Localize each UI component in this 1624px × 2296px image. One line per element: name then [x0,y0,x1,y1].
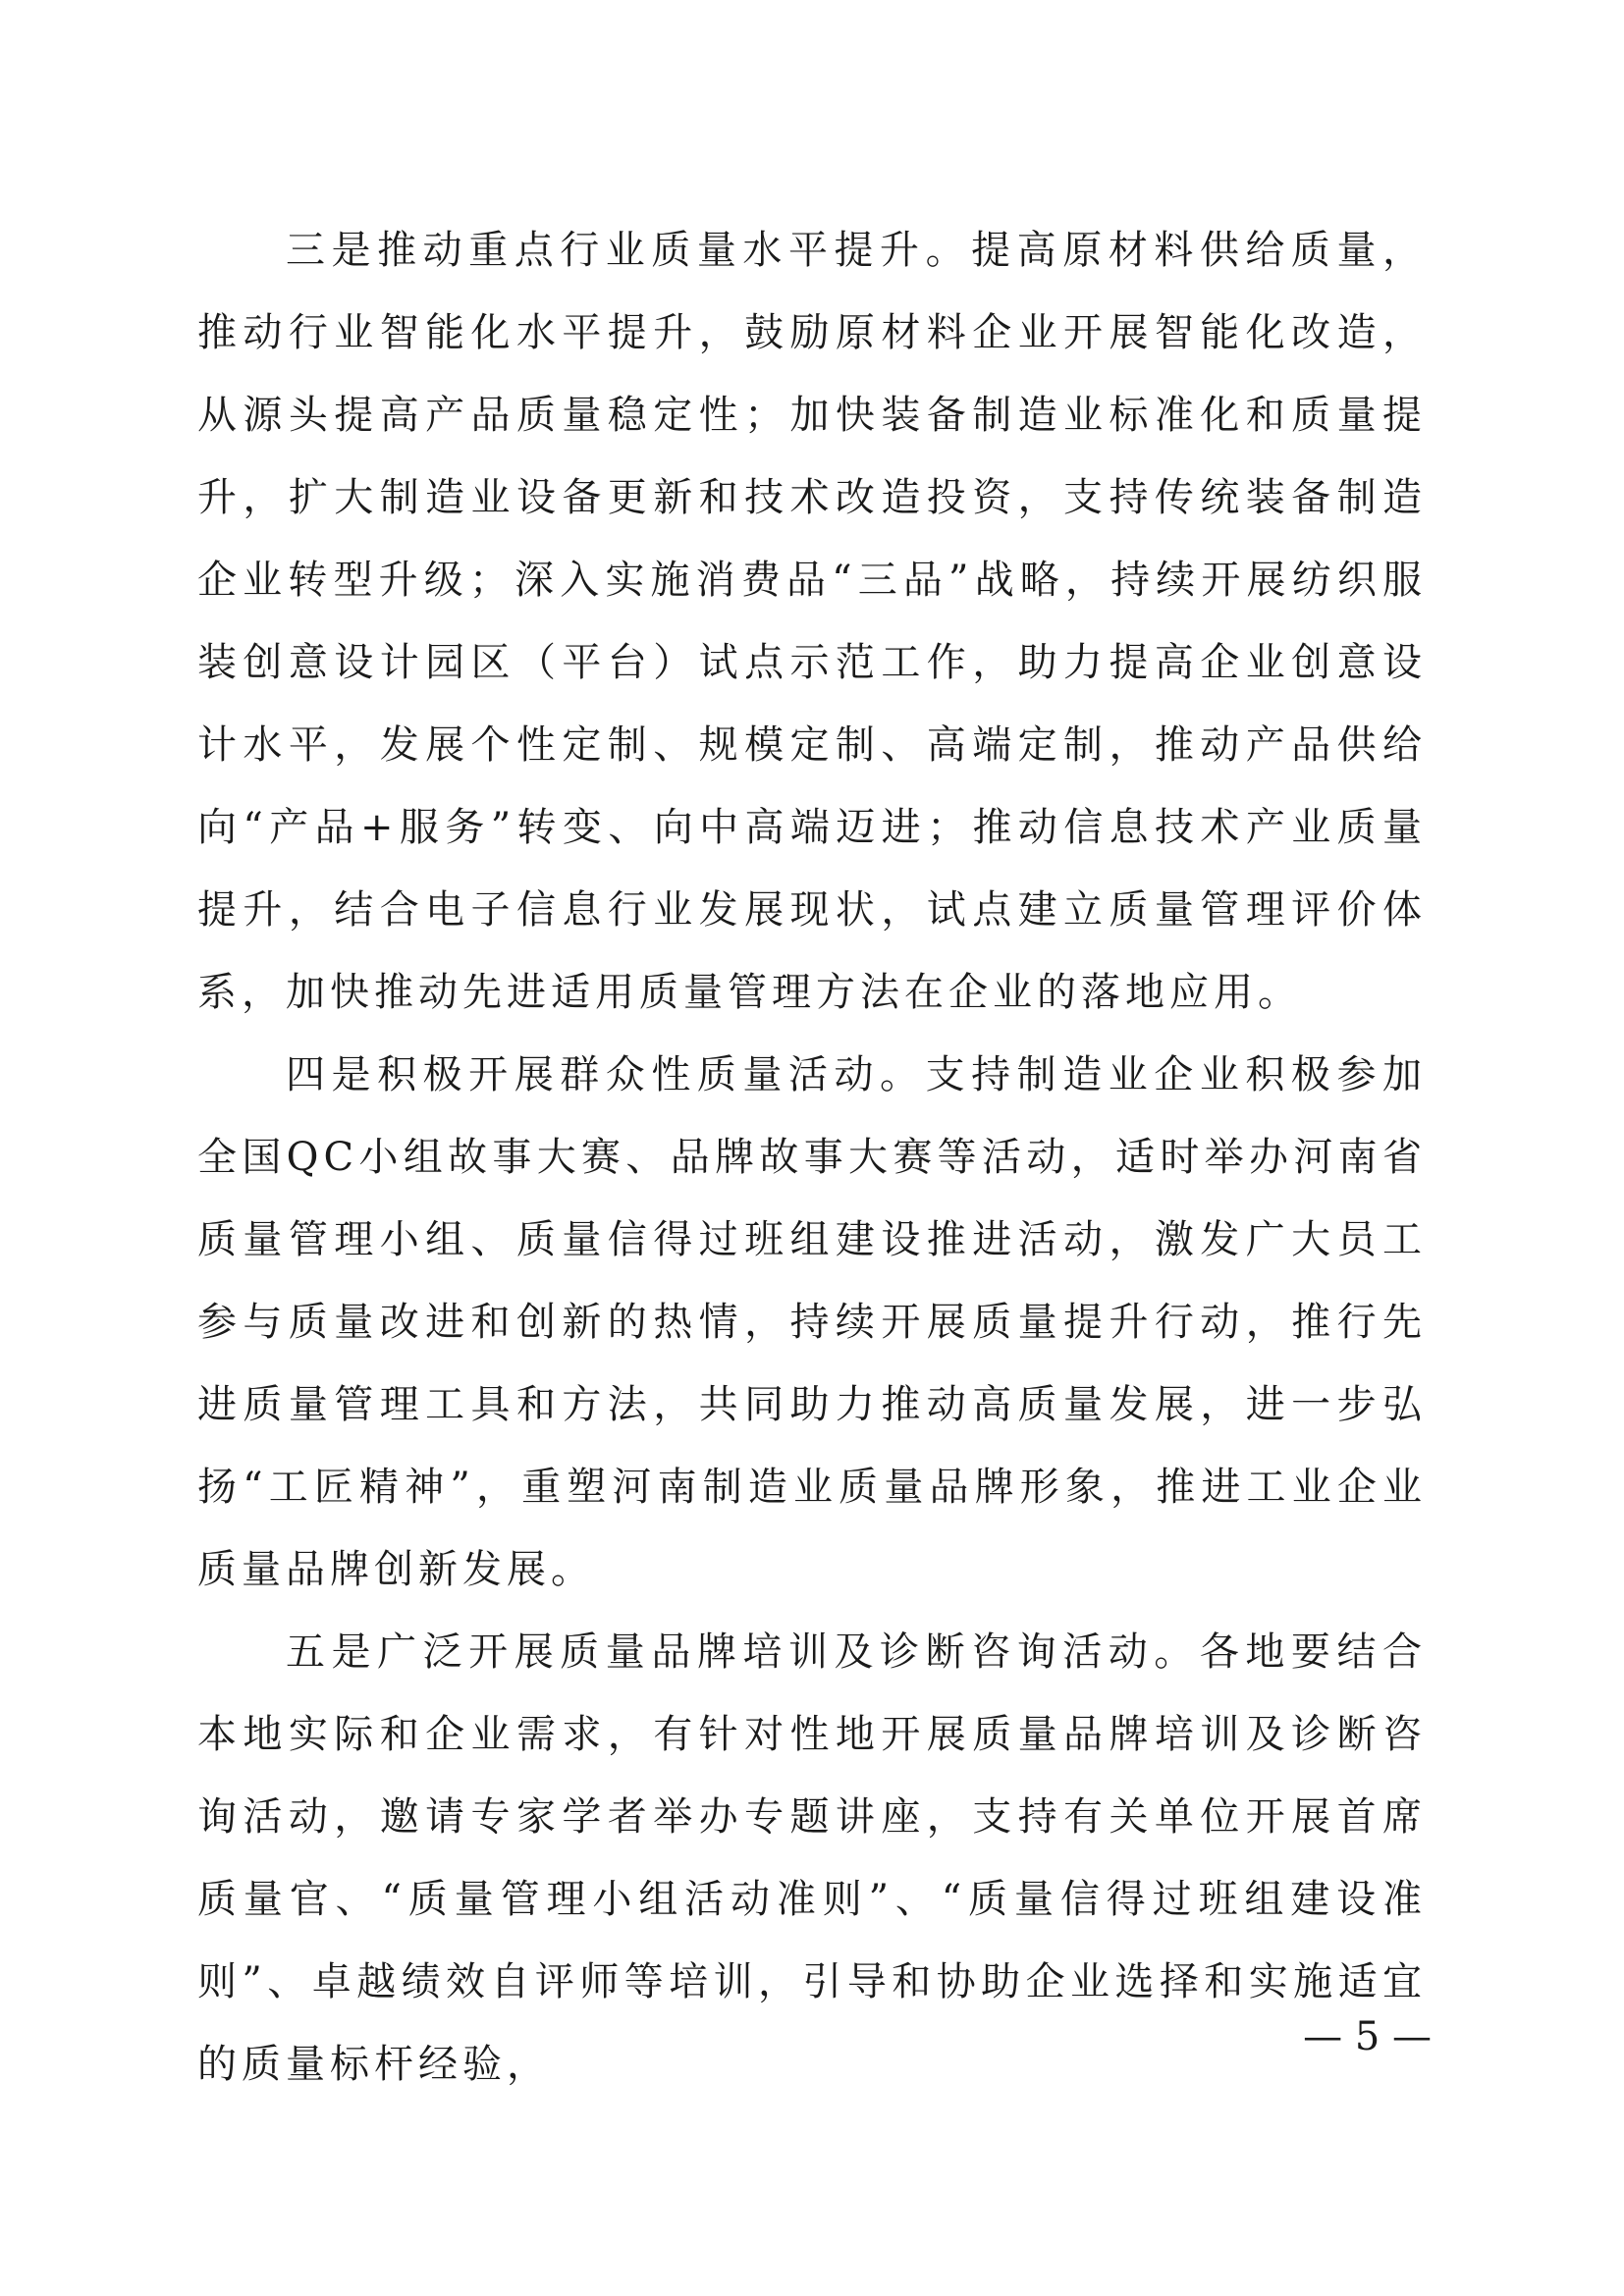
paragraph-mass-quality-activities: 四是积极开展群众性质量活动。支持制造业企业积极参加全国QC小组故事大赛、品牌故事大赛等活动，适时举办河南省质量管理小组、质量信得过班组建设推进活动，激发广大员工参与质量改进和创新的热情，持续开展质量提升行动，推行先进质量管理工具和方法，共同助力推动高质量发展，进一步弘扬“工匠精神”，重塑河南制造业质量品牌形象，推进工业企业质量品牌创新发展。 [197,1052,1427,1592]
document-body [197,209,1427,2106]
paragraph-key-industries: 三是推动重点行业质量水平提升。提高原材料供给质量，推动行业智能化水平提升，鼓励原材料企业开展智能化改造，从源头提高产品质量稳定性；加快装备制造业标准化和质量提升，扩大制造业设备更新和技术改造投资，支持传统装备制造企业转型升级；深入实施消费品“三品”战略，持续开展纺织服装创意设计园区（平台）试点示范工作，助力提高企业创意设计水平，发展个性定制、规模定制、高端定制，推动产品供给向“产品+服务”转变、向中高端迈进；推动信息技术产业质量提升，结合电子信息行业发展现状，试点建立质量管理评价体系，加快推动先进适用质量管理方法在企业的落地应用。 [197,228,1427,1015]
paragraph-training-consulting: 五是广泛开展质量品牌培训及诊断咨询活动。各地要结合本地实际和企业需求，有针对性地开展质量品牌培训及诊断咨询活动，邀请专家学者举办专题讲座，支持有关单位开展首席质量官、“质量管理小组活动准则”、“质量信得过班组建设准则”、卓越绩效自评师等培训，引导和协助企业选择和实施适宜的质量标杆经验， [197,1629,1427,2087]
page-number: — 5 — [1303,2014,1432,2059]
